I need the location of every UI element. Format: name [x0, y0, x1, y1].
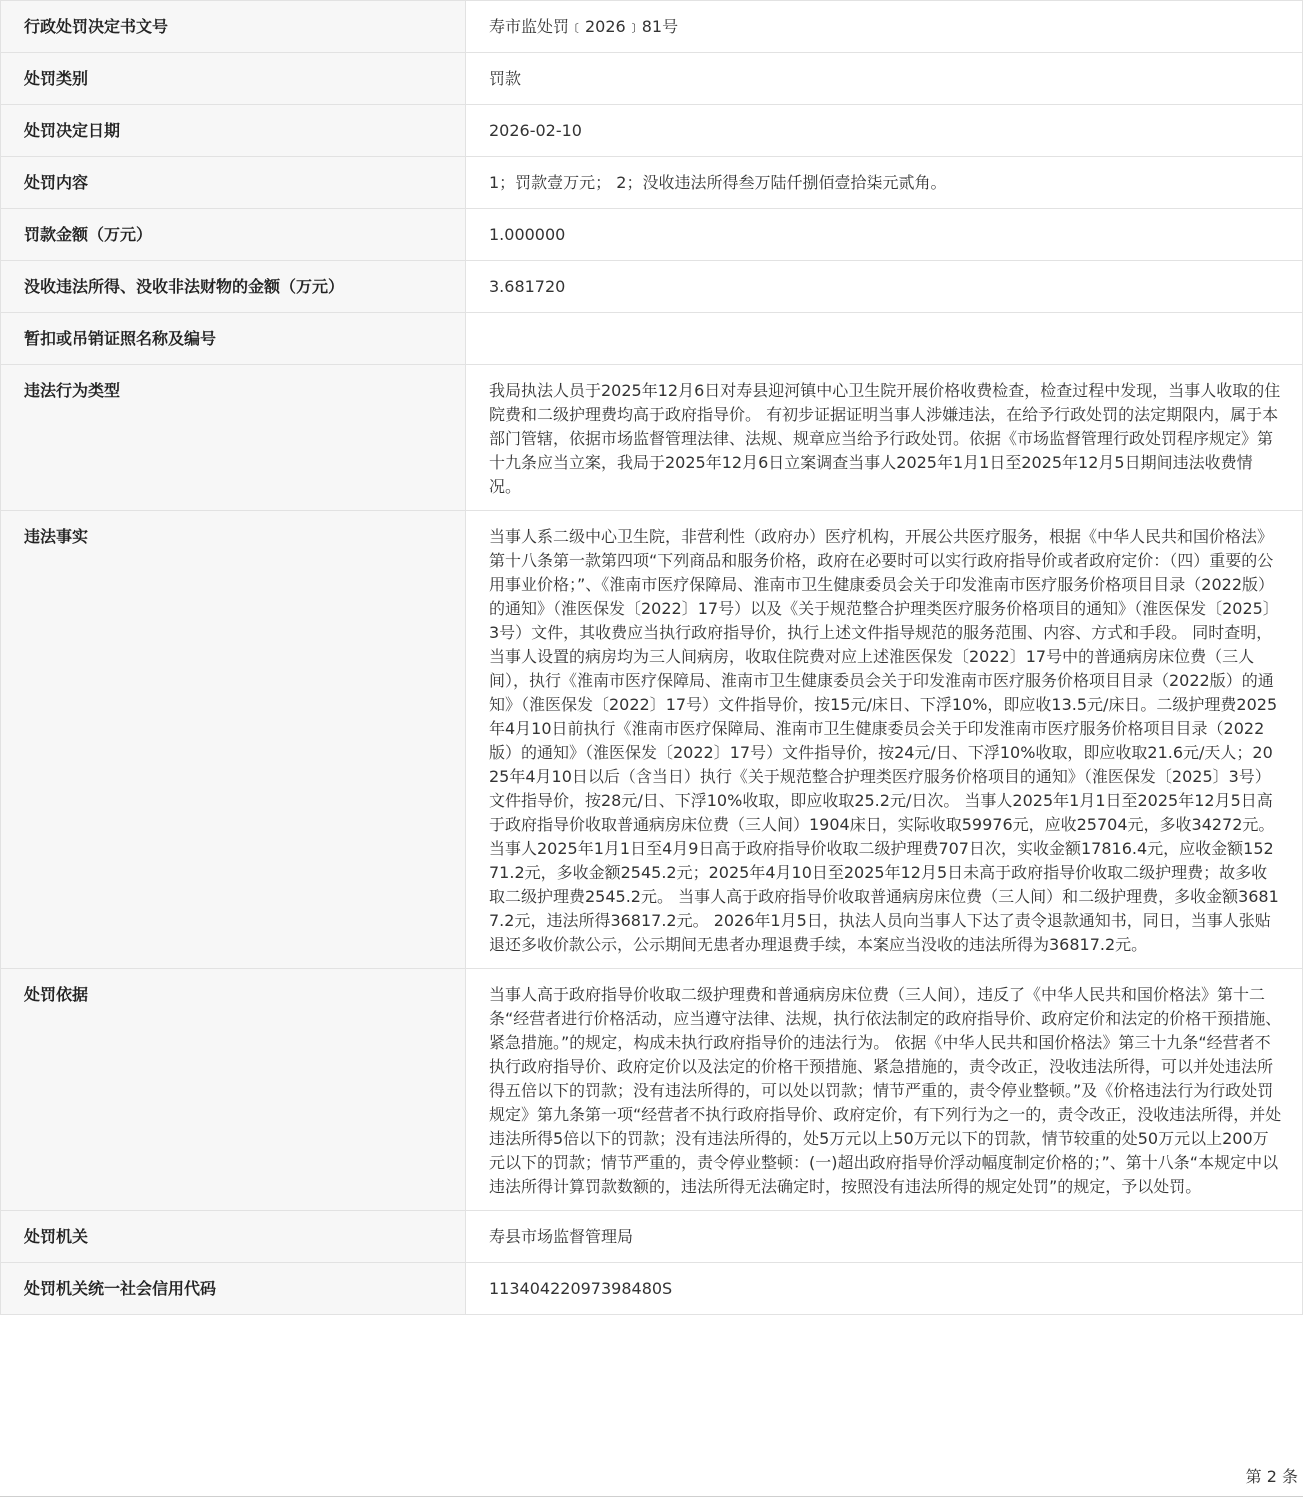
field-label: 处罚依据 [1, 969, 466, 1211]
table-row [1, 1, 1303, 53]
field-label: 暂扣或吊销证照名称及编号 [1, 313, 466, 365]
field-value: 罚款 [466, 53, 1303, 105]
field-label: 行政处罚决定书文号 [1, 1, 466, 53]
field-value [466, 313, 1303, 365]
field-value: 我局执法人员于2025年12月6日对寿县迎河镇中心卫生院开展价格收费检查，检查过程中发现，当事人收取的住院费和二级护理费均高于政府指导价。 有初步证据证明当事人涉嫌违法，在给予行政处罚的法定期限内，属于本部门管辖，依据市场监督管理法律、法规、规章应当给予行政处罚。依据《市场监督管理行政处罚程序规定》第十九条应当立案，我局于2025年12月6日立案调查当事人2025年1月1日至2025年12月5日期间违法收费情况。 [466, 365, 1303, 511]
field-value: 2026-02-10 [466, 105, 1303, 157]
field-value: 1；罚款壹万元； 2；没收违法所得叁万陆仟捌佰壹拾柒元贰角。 [466, 157, 1303, 209]
table-row [1, 157, 1303, 209]
field-label: 罚款金额（万元） [1, 209, 466, 261]
table-row [1, 313, 1303, 365]
field-value: 寿县市场监督管理局 [466, 1211, 1303, 1263]
table-row [1, 1263, 1303, 1315]
table-row [1, 53, 1303, 105]
table-row [1, 1211, 1303, 1263]
table-row [1, 511, 1303, 969]
divider [0, 1496, 1303, 1497]
field-label: 处罚内容 [1, 157, 466, 209]
field-label: 处罚机关统一社会信用代码 [1, 1263, 466, 1315]
table-row [1, 209, 1303, 261]
record-index-indicator: 第 2 条 [1245, 1467, 1298, 1486]
field-label: 处罚类别 [1, 53, 466, 105]
field-value: 11340422097398480S [466, 1263, 1303, 1315]
table-row [1, 105, 1303, 157]
field-value: 3.681720 [466, 261, 1303, 313]
field-value: 当事人高于政府指导价收取二级护理费和普通病房床位费（三人间），违反了《中华人民共和国价格法》第十二条“经营者进行价格活动，应当遵守法律、法规，执行依法制定的政府指导价、政府定价和法定的价格干预措施、紧急措施。”的规定，构成未执行政府指导价的违法行为。 依据《中华人民共和国价格法》第三十九条“经营者不执行政府指导价、政府定价以及法定的价格干预措施、紧急措施的，责令改正，没收违法所得，可以并处违法所得五倍以下的罚款；没有违法所得的，可以处以罚款；情节严重的，责令停业整顿。”及《价格违法行为行政处罚规定》第九条第一项“经营者不执行政府指导价、政府定价，有下列行为之一的，责令改正，没收违法所得，并处违法所得5倍以下的罚款；没有违法所得的，处5万元以上50万元以下的罚款，情节较重的处50万元以上200万元以下的罚款；情节严重的，责令停业整顿：(一)超出政府指导价浮动幅度制定价格的；”、第十八条“本规定中以违法所得计算罚款数额的，违法所得无法确定时，按照没有违法所得的规定处罚”的规定，予以处罚。 [466, 969, 1303, 1211]
field-value: 当事人系二级中心卫生院，非营利性（政府办）医疗机构，开展公共医疗服务，根据《中华人民共和国价格法》第十八条第一款第四项“下列商品和服务价格，政府在必要时可以实行政府指导价或者政府定价：（四）重要的公用事业价格；”、《淮南市医疗保障局、淮南市卫生健康委员会关于印发淮南市医疗服务价格项目目录（2022版）的通知》（淮医保发〔2022〕17号）以及《关于规范整合护理类医疗服务价格项目的通知》（淮医保发〔2025〕3号）文件，其收费应当执行政府指导价，执行上述文件指导规范的服务范围、内容、方式和手段。 同时查明，当事人设置的病房均为三人间病房，收取住院费对应上述淮医保发〔2022〕17号中的普通病房床位费（三人间），执行《淮南市医疗保障局、淮南市卫生健康委员会关于印发淮南市医疗服务价格项目目录（2022版）的通知》（淮医保发〔2022〕17号）文件指导价，按15元/床日、下浮10%，即应收13.5元/床日。二级护理费2025年4月10日前执行《淮南市医疗保障局、淮南市卫生健康委员会关于印发淮南市医疗服务价格项目目录（2022版）的通知》（淮医保发〔2022〕17号）文件指导价，按24元/日、下浮10%收取，即应收取21.6元/天人；2025年4月10日以后（含当日）执行《关于规范整合护理类医疗服务价格项目的通知》（淮医保发〔2025〕3号）文件指导价，按28元/日、下浮10%收取，即应收取25.2元/日次。 当事人2025年1月1日至2025年12月5日高于政府指导价收取普通病房床位费（三人间）1904床日，实际收取59976元，应收25704元，多收34272元。 当事人2025年1月1日至4月9日高于政府指导价收取二级护理费707日次，实收金额17816.4元，应收金额15271.2元，多收金额2545.2元；2025年4月10日至2025年12月5日未高于政府指导价收取二级护理费；故多收取二级护理费2545.2元。 当事人高于政府指导价收取普通病房床位费（三人间）和二级护理费，多收金额36817.2元，违法所得36817.2元。 2026年1月5日，执法人员向当事人下达了责令退款通知书，同日，当事人张贴退还多收价款公示，公示期间无患者办理退费手续，本案应当没收的违法所得为36817.2元。 [466, 511, 1303, 969]
table-row [1, 261, 1303, 313]
field-label: 违法事实 [1, 511, 466, 969]
field-value: 1.000000 [466, 209, 1303, 261]
field-value: 寿市监处罚﹝2026﹞81号 [466, 1, 1303, 53]
field-label: 没收违法所得、没收非法财物的金额（万元） [1, 261, 466, 313]
field-label: 处罚机关 [1, 1211, 466, 1263]
table-row [1, 365, 1303, 511]
table-row [1, 969, 1303, 1211]
field-label: 处罚决定日期 [1, 105, 466, 157]
field-label: 违法行为类型 [1, 365, 466, 511]
